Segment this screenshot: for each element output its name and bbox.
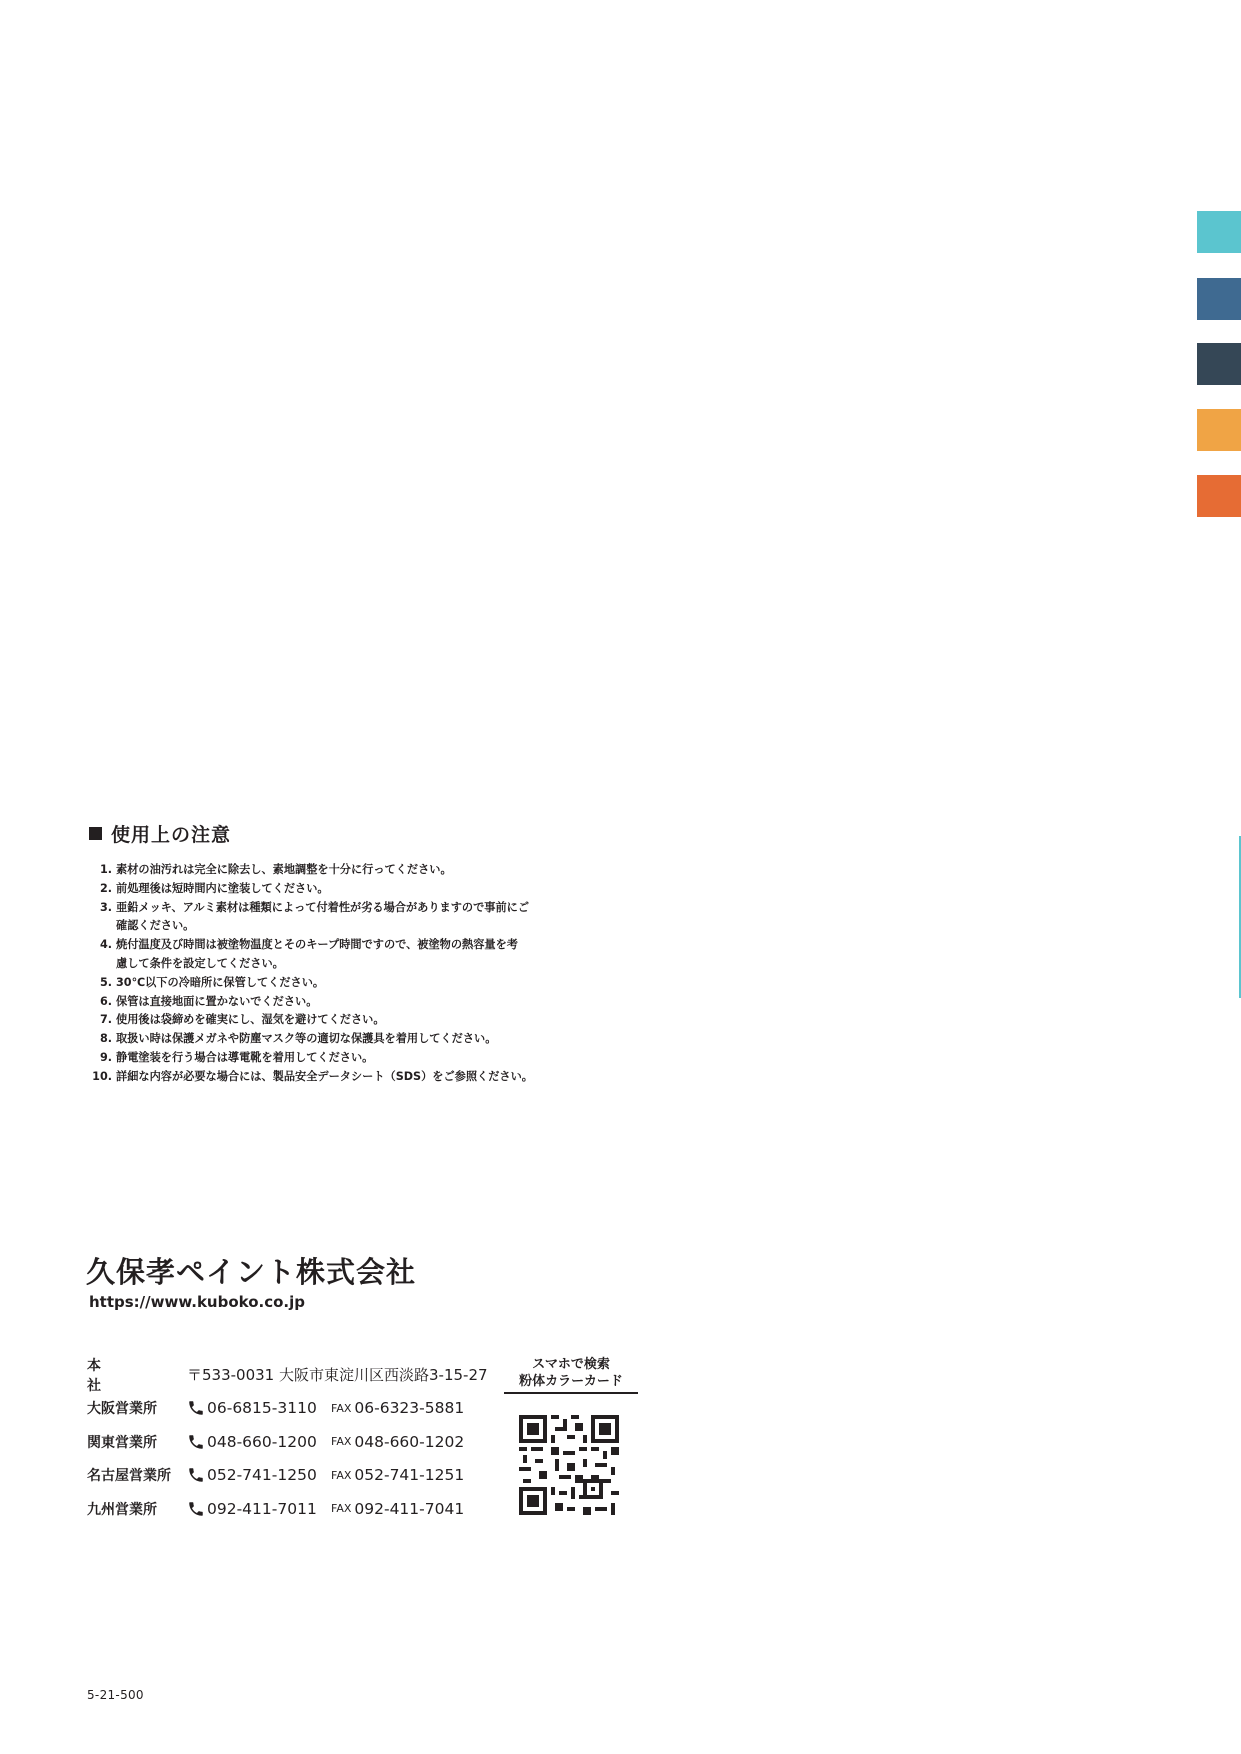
fax-label: FAX — [331, 1435, 352, 1449]
note-text: 静電塗装を行う場合は導電靴を着用してください。 — [116, 1050, 374, 1064]
note-text: 保管は直接地面に置かないでください。 — [116, 994, 318, 1008]
note-number: 1. — [99, 863, 112, 876]
note-number: 4. — [99, 938, 112, 952]
note-text: 取扱い時は保護メガネや防塵マスク等の適切な保護具を着用してください。 — [116, 1032, 497, 1046]
note-item — [89, 1030, 589, 1049]
note-text: 焼付温度及び時間は被塗物温度とそのキープ時間ですので、被塗物の熱容量を考 慮して条件を設定してください。 — [116, 938, 518, 970]
note-item — [89, 899, 589, 937]
office-address: 〒533-0031 大阪市東淀川区西淡路3-15-27 — [187, 1366, 488, 1385]
phone-icon — [187, 1399, 205, 1417]
company-url-link[interactable]: https://www.kuboko.co.jp — [89, 1293, 305, 1311]
note-number: 8. — [99, 1032, 112, 1046]
qr-code-icon[interactable] — [519, 1415, 619, 1515]
office-list — [87, 1358, 488, 1526]
usage-notes-heading — [89, 818, 589, 848]
phone-icon — [187, 1466, 205, 1484]
index-tab-1 — [1197, 211, 1241, 253]
note-text: 30℃以下の冷暗所に保管してください。 — [116, 975, 325, 989]
office-name: 本 社 — [87, 1357, 171, 1394]
qr-caption-line: 粉体カラーカード — [519, 1374, 623, 1389]
note-number: 6. — [99, 994, 112, 1008]
office-tel: 052-741-1250 — [207, 1466, 317, 1485]
office-fax: 052-741-1251 — [354, 1466, 465, 1485]
office-tel: 092-411-7011 — [207, 1499, 317, 1518]
office-fax: 06-6323-5881 — [354, 1399, 465, 1418]
office-fax: 092-411-7041 — [354, 1499, 465, 1518]
fax-label: FAX — [331, 1502, 352, 1516]
office-tel: 048-660-1200 — [207, 1432, 317, 1451]
note-text: 素材の油汚れは完全に除去し、素地調整を十分に行ってください。 — [116, 863, 452, 876]
note-number: 7. — [99, 1013, 112, 1027]
office-name: 名古屋営業所 — [87, 1468, 171, 1485]
note-number: 10. — [92, 1069, 112, 1083]
document-code: 5-21-500 — [87, 1688, 144, 1702]
office-row — [87, 1459, 488, 1493]
usage-notes-title: 使用上の注意 — [111, 823, 232, 846]
note-text: 前処理後は短時間内に塗装してください。 — [116, 881, 329, 895]
office-tel: 06-6815-3110 — [207, 1399, 317, 1418]
office-row — [87, 1492, 488, 1526]
note-item — [89, 974, 589, 993]
index-tab-3 — [1197, 343, 1241, 385]
office-name: 関東営業所 — [87, 1434, 157, 1451]
note-item — [89, 880, 589, 899]
note-number: 3. — [99, 900, 112, 914]
office-row-head — [87, 1358, 488, 1392]
fax-label: FAX — [331, 1468, 352, 1482]
usage-notes-list — [89, 861, 589, 1087]
note-number: 2. — [99, 881, 112, 895]
qr-block — [504, 1356, 638, 1515]
office-fax: 048-660-1202 — [354, 1432, 465, 1451]
note-number: 9. — [99, 1050, 112, 1064]
office-row — [87, 1425, 488, 1459]
company-logo: 久保孝ペイント株式会社 — [86, 1255, 417, 1289]
qr-caption — [504, 1356, 638, 1394]
phone-icon — [187, 1433, 205, 1451]
qr-caption-line: スマホで検索 — [532, 1357, 610, 1372]
note-number: 5. — [99, 975, 112, 989]
note-item — [89, 1068, 589, 1087]
index-tab-2 — [1197, 278, 1241, 320]
note-item — [89, 861, 589, 880]
office-name: 九州営業所 — [87, 1501, 157, 1518]
index-tab-4 — [1197, 409, 1241, 451]
note-item — [89, 936, 589, 974]
note-item — [89, 1011, 589, 1030]
office-name: 大阪営業所 — [87, 1401, 157, 1418]
square-bullet-icon — [89, 827, 102, 840]
usage-notes — [89, 818, 589, 1087]
fax-label: FAX — [331, 1401, 352, 1415]
phone-icon — [187, 1500, 205, 1518]
note-text: 亜鉛メッキ、アルミ素材は種類によって付着性が劣る場合がありますので事前にご 確認ください。 — [116, 900, 530, 933]
note-text: 使用後は袋締めを確実にし、湿気を避けてください。 — [116, 1013, 385, 1027]
office-row — [87, 1392, 488, 1426]
note-item — [89, 1049, 589, 1068]
note-text: 詳細な内容が必要な場合には、製品安全データシート（SDS）をご参照ください。 — [116, 1069, 533, 1083]
index-tab-5 — [1197, 475, 1241, 517]
note-item — [89, 993, 589, 1012]
